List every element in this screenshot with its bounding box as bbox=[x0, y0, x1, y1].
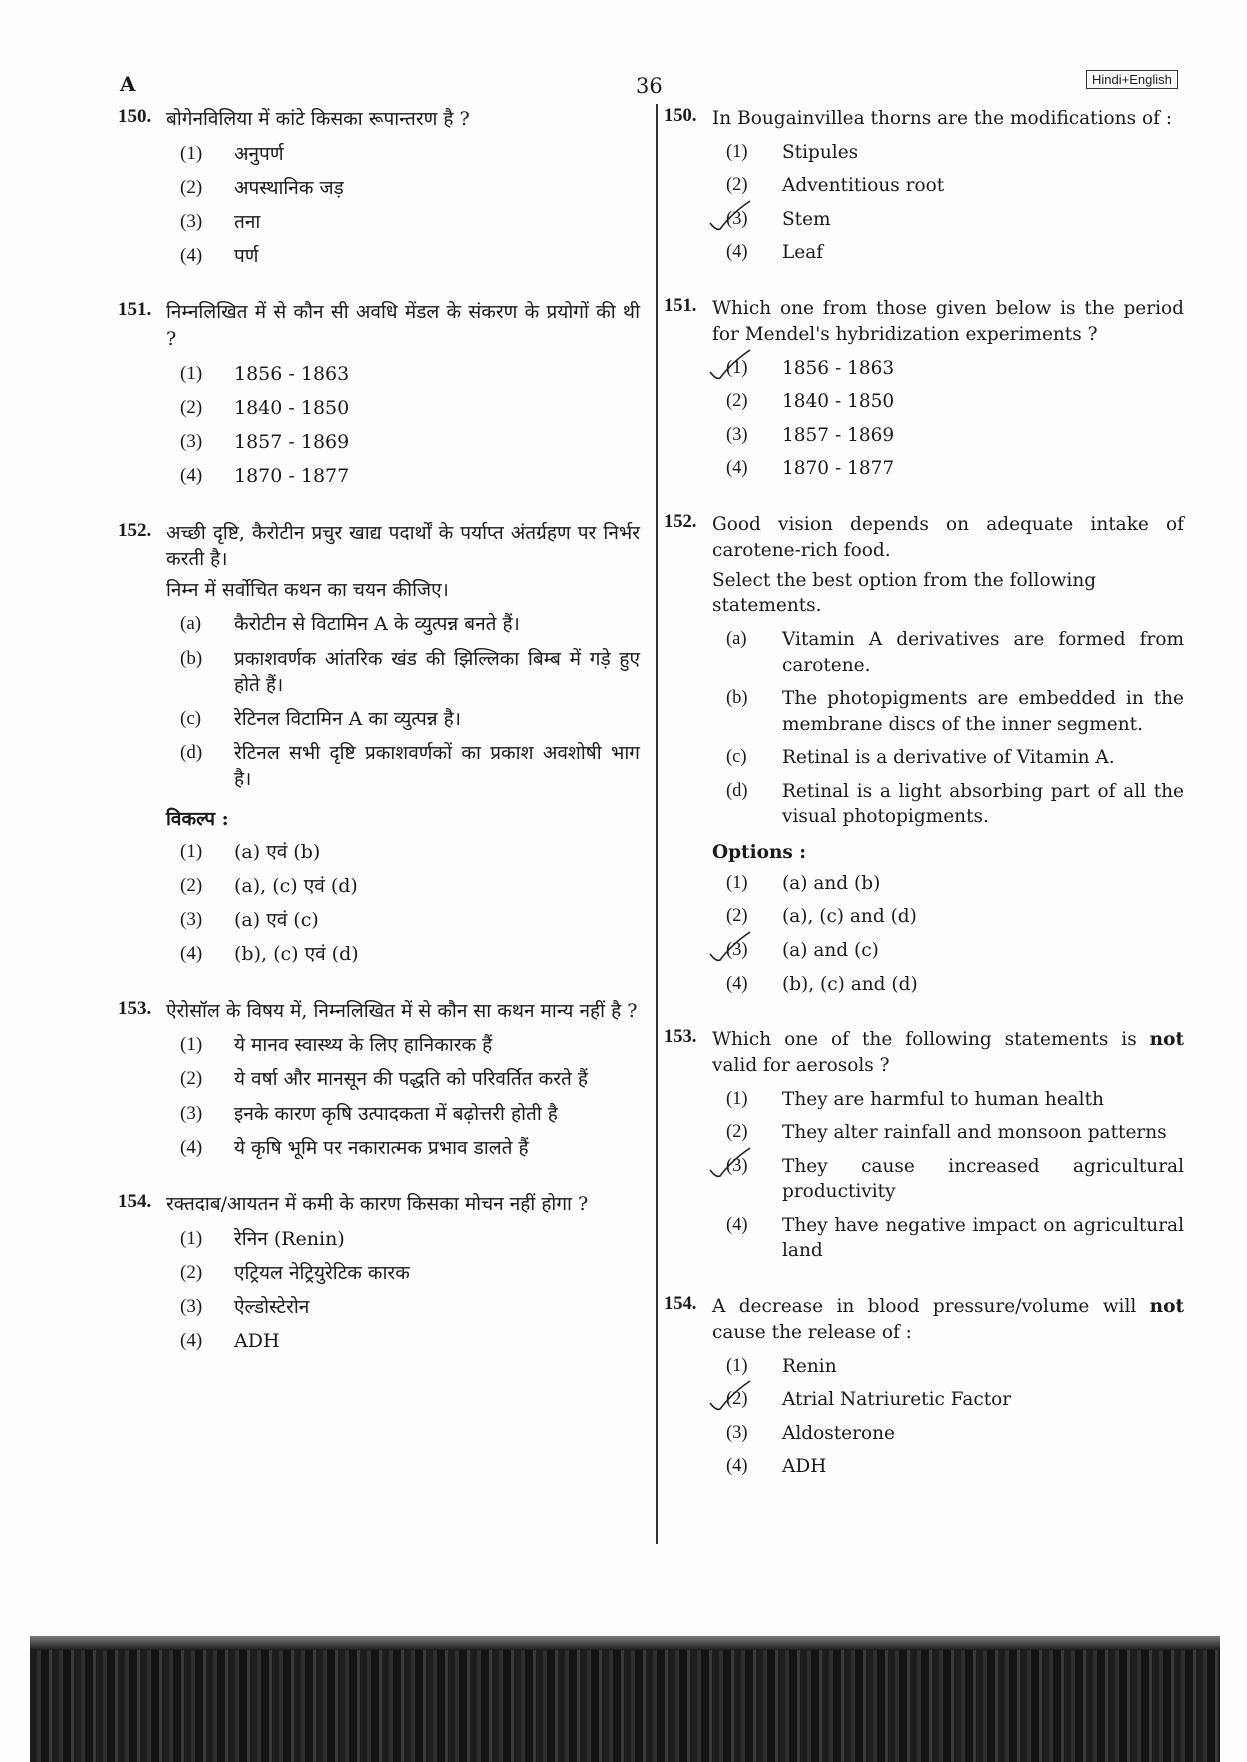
option-label: (4) bbox=[180, 1136, 203, 1158]
option-item bbox=[726, 207, 1184, 233]
option-item bbox=[180, 1032, 640, 1058]
option-label: (4) bbox=[180, 1330, 203, 1352]
option-item bbox=[180, 1066, 640, 1092]
question-number: 154. bbox=[664, 1293, 697, 1314]
option-label: (2) bbox=[726, 175, 748, 196]
option-text: Stipules bbox=[782, 141, 859, 163]
answer-tick-mark bbox=[708, 930, 752, 966]
option-list bbox=[180, 839, 640, 968]
option-label: (a) bbox=[726, 629, 747, 650]
scan-noise-band bbox=[30, 1636, 1220, 1762]
option-text: एट्रियल नेट्रियुरेटिक कारक bbox=[234, 1261, 410, 1284]
question-head bbox=[664, 512, 1184, 564]
option-text: ये वर्षा और मानसून की पद्धति को परिवर्तित करते हैं bbox=[234, 1068, 588, 1091]
option-item bbox=[726, 1421, 1184, 1447]
emphasis-word: not bbox=[1149, 1295, 1184, 1317]
option-item bbox=[726, 904, 1184, 930]
question-text: Which one from those given below is the period for Mendel's hybridization experiments ? bbox=[712, 297, 1184, 345]
question-text bbox=[712, 1294, 1184, 1346]
question-head bbox=[664, 1027, 1184, 1079]
option-label: (d) bbox=[726, 780, 748, 801]
answer-tick-mark bbox=[708, 348, 752, 384]
option-item bbox=[180, 907, 640, 933]
question-text-part: cause the release of : bbox=[712, 1321, 912, 1343]
statement-item bbox=[180, 740, 640, 792]
question-head bbox=[664, 296, 1184, 348]
question-text: निम्नलिखित में से कौन सी अवधि मेंडल के संकरण के प्रयोगों की थी ? bbox=[166, 301, 640, 351]
question-head bbox=[664, 106, 1184, 132]
option-label: (3) bbox=[726, 1154, 782, 1180]
emphasis-word: not bbox=[1149, 1029, 1184, 1051]
question-text: ऐरोसॉल के विषय में, निम्नलिखित में से कौन सा कथन मान्य नहीं है ? bbox=[166, 999, 638, 1022]
option-text: ADH bbox=[234, 1330, 280, 1353]
option-text: Retinal is a light absorbing part of all the visual photopigments. bbox=[782, 780, 1184, 828]
option-label: (4) bbox=[726, 458, 748, 479]
option-item bbox=[726, 240, 1184, 266]
question-number: 154. bbox=[118, 1190, 152, 1212]
options-heading: Options : bbox=[712, 841, 807, 863]
question-block bbox=[118, 299, 640, 489]
option-text: ये मानव स्वास्थ्य के लिए हानिकारक हैं bbox=[234, 1034, 493, 1057]
question-block bbox=[118, 1191, 640, 1354]
option-text: प्रकाशवर्णक आंतरिक खंड की झिल्लिका बिम्ब में गड़े हुए होते हैं। bbox=[234, 647, 640, 696]
question-text bbox=[712, 1027, 1184, 1079]
option-label: (4) bbox=[726, 1456, 748, 1477]
question-text-part: valid for aerosols ? bbox=[712, 1054, 890, 1076]
option-text: ऐल्डोस्टेरोन bbox=[234, 1296, 310, 1318]
question-instruction: Select the best option from the following statements. bbox=[712, 569, 1097, 617]
option-list bbox=[726, 140, 1184, 266]
option-item bbox=[726, 1087, 1184, 1113]
option-label: (3) bbox=[180, 211, 203, 233]
option-item bbox=[726, 1454, 1184, 1480]
option-label: (3) bbox=[180, 431, 203, 453]
option-label: (3) bbox=[726, 1422, 748, 1443]
option-item bbox=[180, 1260, 640, 1286]
option-label: (2) bbox=[180, 1068, 203, 1090]
option-label: (b) bbox=[180, 647, 203, 669]
statement-item bbox=[726, 779, 1184, 830]
option-text: 1840 - 1850 bbox=[234, 396, 350, 419]
option-text: रेटिनल विटामिन A का व्युत्पन्न है। bbox=[234, 707, 461, 730]
option-item bbox=[180, 873, 640, 899]
option-text: रेटिनल सभी दृष्टि प्रकाशवर्णकों का प्रकाश अवशोषी भाग है। bbox=[234, 742, 640, 791]
option-item bbox=[726, 456, 1184, 482]
option-label: (4) bbox=[726, 1214, 748, 1235]
hindi-column bbox=[118, 106, 640, 1384]
option-label: (c) bbox=[180, 707, 202, 729]
option-item bbox=[726, 1213, 1184, 1264]
option-text: 1870 - 1877 bbox=[782, 458, 895, 480]
statement-item bbox=[180, 611, 640, 637]
option-item bbox=[726, 972, 1184, 998]
question-text: रक्तदाब/आयतन में कमी के कारण किसका मोचन नहीं होगा ? bbox=[166, 1192, 589, 1215]
option-list bbox=[726, 1087, 1184, 1264]
question-block bbox=[664, 512, 1184, 997]
question-head bbox=[118, 1191, 640, 1218]
question-head bbox=[118, 520, 640, 573]
option-text: Renin bbox=[782, 1355, 837, 1377]
option-text: 1870 - 1877 bbox=[234, 465, 350, 488]
option-item bbox=[180, 243, 640, 269]
option-item bbox=[726, 1387, 1184, 1413]
question-number: 152. bbox=[664, 511, 697, 532]
option-text: ADH bbox=[782, 1456, 827, 1478]
option-label: (2) bbox=[726, 1122, 748, 1143]
option-text: 1856 - 1863 bbox=[782, 357, 895, 379]
option-label: (1) bbox=[726, 356, 782, 382]
option-label: (b) bbox=[726, 688, 748, 709]
option-label: (4) bbox=[180, 245, 203, 267]
option-label: (1) bbox=[726, 1355, 748, 1376]
question-instruction: निम्न में सर्वोचित कथन का चयन कीजिए। bbox=[166, 578, 449, 601]
question-text-part: A decrease in blood pressure/volume will bbox=[712, 1295, 1150, 1317]
question-head bbox=[118, 998, 640, 1025]
option-list bbox=[726, 356, 1184, 482]
question-head bbox=[118, 299, 640, 352]
question-number: 152. bbox=[118, 519, 152, 541]
option-text: They are harmful to human health bbox=[782, 1088, 1104, 1110]
option-text: अनुपर्ण bbox=[234, 142, 284, 165]
question-block bbox=[118, 998, 640, 1161]
option-item bbox=[180, 1294, 640, 1320]
question-block bbox=[118, 106, 640, 269]
option-label: (2) bbox=[180, 1261, 203, 1283]
option-text: (a), (c) and (d) bbox=[782, 906, 917, 928]
option-label: (2) bbox=[726, 391, 748, 412]
option-list bbox=[180, 1226, 640, 1355]
option-list bbox=[180, 141, 640, 270]
question-block bbox=[664, 1027, 1184, 1264]
question-number: 150. bbox=[118, 106, 152, 127]
option-item bbox=[180, 361, 640, 387]
option-label: (2) bbox=[726, 906, 748, 927]
option-label: (a) bbox=[180, 613, 202, 635]
statement-list bbox=[726, 627, 1184, 830]
option-text: (a), (c) एवं (d) bbox=[234, 874, 358, 897]
option-label: (4) bbox=[726, 973, 748, 994]
option-item bbox=[180, 463, 640, 489]
question-head bbox=[118, 106, 640, 133]
answer-tick-mark bbox=[708, 1146, 752, 1182]
option-text: ये कृषि भूमि पर नकारात्मक प्रभाव डालते हैं bbox=[234, 1136, 529, 1159]
option-item bbox=[180, 1101, 640, 1127]
option-label: (4) bbox=[180, 465, 203, 487]
answer-tick-mark bbox=[708, 199, 752, 235]
option-label: (2) bbox=[180, 874, 203, 896]
option-item bbox=[726, 1120, 1184, 1146]
option-item bbox=[180, 175, 640, 201]
question-block bbox=[664, 1294, 1184, 1480]
question-block bbox=[664, 296, 1184, 482]
option-item bbox=[726, 871, 1184, 897]
option-text: 1857 - 1869 bbox=[234, 431, 350, 454]
option-label: (1) bbox=[726, 1088, 748, 1109]
option-text: अपस्थानिक जड़ bbox=[234, 176, 344, 199]
option-item bbox=[180, 1328, 640, 1354]
column-divider bbox=[656, 104, 658, 1544]
option-text: 1857 - 1869 bbox=[782, 424, 895, 446]
question-text-part: Which one of the following statements is bbox=[712, 1029, 1150, 1051]
option-text: They have negative impact on agricultural land bbox=[782, 1214, 1184, 1262]
option-label: (4) bbox=[180, 943, 203, 965]
option-text: 1840 - 1850 bbox=[782, 391, 895, 413]
option-text: 1856 - 1863 bbox=[234, 362, 350, 385]
option-item bbox=[180, 395, 640, 421]
option-item bbox=[726, 938, 1184, 964]
question-block bbox=[118, 520, 640, 968]
option-item bbox=[726, 1354, 1184, 1380]
option-label: (2) bbox=[726, 1387, 782, 1413]
option-text: Aldosterone bbox=[782, 1422, 895, 1444]
option-item bbox=[726, 356, 1184, 382]
option-text: (b), (c) एवं (d) bbox=[234, 943, 359, 966]
question-text: अच्छी दृष्टि, कैरोटीन प्रचुर खाद्य पदार्थों के पर्याप्त अंतर्ग्रहण पर निर्भर करती है। bbox=[166, 521, 640, 571]
option-label: (2) bbox=[180, 176, 203, 198]
option-label: (1) bbox=[180, 840, 203, 862]
option-list bbox=[726, 871, 1184, 997]
question-number: 150. bbox=[664, 106, 697, 126]
option-item bbox=[180, 141, 640, 167]
option-item bbox=[180, 209, 640, 235]
option-text: पर्ण bbox=[234, 245, 259, 268]
option-label: (3) bbox=[180, 909, 203, 931]
option-label: (d) bbox=[180, 742, 203, 764]
question-block bbox=[664, 106, 1184, 266]
question-number: 151. bbox=[118, 299, 152, 321]
option-label: (4) bbox=[726, 242, 748, 263]
statement-list bbox=[180, 611, 640, 792]
question-number: 153. bbox=[664, 1027, 697, 1048]
option-text: Stem bbox=[782, 208, 831, 230]
page-number: 36 bbox=[636, 74, 663, 98]
option-label: (1) bbox=[180, 362, 203, 384]
option-list bbox=[180, 361, 640, 490]
option-label: (1) bbox=[726, 141, 748, 162]
option-label: (1) bbox=[180, 142, 203, 164]
question-head bbox=[664, 1294, 1184, 1346]
answer-tick-mark bbox=[708, 1379, 752, 1415]
option-text: तना bbox=[234, 211, 261, 234]
option-label: (1) bbox=[726, 872, 748, 893]
question-text: Good vision depends on adequate intake of carotene-rich food. bbox=[712, 513, 1184, 561]
option-label: (3) bbox=[180, 1296, 203, 1317]
question-text: In Bougainvillea thorns are the modifications of : bbox=[712, 108, 1173, 129]
option-label: (c) bbox=[726, 747, 747, 768]
option-text: कैरोटीन से विटामिन A के व्युत्पन्न बनते हैं। bbox=[234, 613, 520, 636]
statement-item bbox=[726, 627, 1184, 678]
option-text: (a) एवं (c) bbox=[234, 909, 319, 932]
option-item bbox=[726, 423, 1184, 449]
question-number: 151. bbox=[664, 295, 697, 316]
option-item bbox=[726, 389, 1184, 415]
option-item bbox=[726, 140, 1184, 166]
statement-item bbox=[180, 706, 640, 732]
option-label: (3) bbox=[726, 207, 782, 233]
option-text: इनके कारण कृषि उत्पादकता में बढ़ोत्तरी होती है bbox=[234, 1102, 558, 1125]
option-label: (3) bbox=[726, 938, 782, 964]
option-text: Adventitious root bbox=[782, 175, 945, 197]
option-list bbox=[180, 1032, 640, 1161]
option-text: Vitamin A derivatives are formed from carotene. bbox=[782, 629, 1184, 676]
option-label: (1) bbox=[180, 1034, 203, 1056]
english-column bbox=[664, 106, 1184, 1510]
option-item bbox=[180, 839, 640, 865]
option-label: (3) bbox=[180, 1102, 203, 1124]
question-text: बोगेनविलिया में कांटे किसका रूपान्तरण है ? bbox=[166, 108, 470, 130]
option-text: Leaf bbox=[782, 242, 824, 264]
option-text: The photopigments are embedded in the membrane discs of the inner segment. bbox=[782, 688, 1184, 735]
option-text: They alter rainfall and monsoon patterns bbox=[782, 1122, 1167, 1144]
option-list bbox=[726, 1354, 1184, 1480]
option-item bbox=[180, 429, 640, 455]
option-label: (3) bbox=[726, 424, 748, 445]
option-label: (2) bbox=[180, 396, 203, 418]
statement-item bbox=[180, 646, 640, 698]
options-heading: विकल्प : bbox=[166, 807, 229, 830]
option-text: Retinal is a derivative of Vitamin A. bbox=[782, 747, 1115, 769]
option-item bbox=[726, 1154, 1184, 1205]
option-item bbox=[180, 1135, 640, 1161]
option-text: (a) and (b) bbox=[782, 872, 881, 894]
option-item bbox=[180, 941, 640, 967]
option-item bbox=[180, 1226, 640, 1252]
question-number: 153. bbox=[118, 997, 152, 1019]
option-text: (a) and (c) bbox=[782, 940, 879, 961]
option-item bbox=[726, 173, 1184, 199]
option-text: (b), (c) and (d) bbox=[782, 973, 918, 995]
language-badge: Hindi+English bbox=[1086, 70, 1178, 89]
option-text: They cause increased agricultural productivity bbox=[782, 1155, 1184, 1203]
set-code: A bbox=[120, 72, 136, 96]
option-text: (a) एवं (b) bbox=[234, 840, 321, 863]
statement-item bbox=[726, 745, 1184, 771]
option-label: (1) bbox=[180, 1227, 203, 1249]
option-text: Atrial Natriuretic Factor bbox=[782, 1389, 1012, 1411]
statement-item bbox=[726, 686, 1184, 737]
option-text: रेनिन (Renin) bbox=[234, 1227, 345, 1250]
